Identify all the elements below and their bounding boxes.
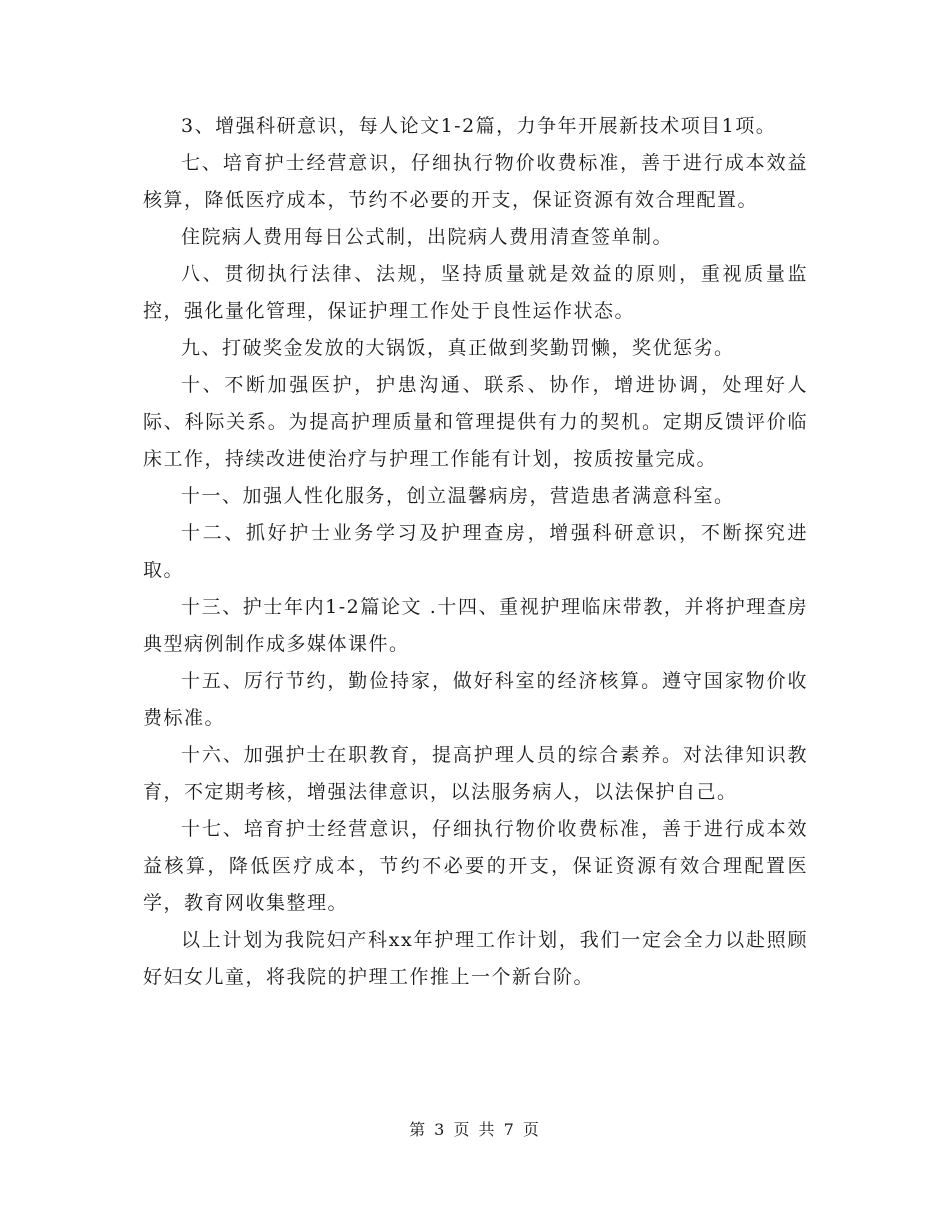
paragraph: 住院病人费用每日公式制，出院病人费用清查签单制。 xyxy=(181,226,674,248)
paragraph: 十二、抓好护士业务学习及护理查房，增强科研意识，不断探究进取。 xyxy=(143,522,808,581)
paragraph: 七、培育护士经营意识，仔细执行物价收费标准，善于进行成本效益核算，降低医疗成本，节约不必要的开支，保证资源有效合理配置。 xyxy=(143,152,808,211)
paragraph: 十五、厉行节约，勤俭持家，做好科室的经济核算。遵守国家物价收费标准。 xyxy=(143,670,808,729)
paragraph: 十六、加强护士在职教育，提高护理人员的综合素养。对法律知识教育，不定期考核，增强法律意识，以法服务病人，以法保护自己。 xyxy=(143,744,808,803)
paragraph: 十七、培育护士经营意识，仔细执行物价收费标准，善于进行成本效益核算，降低医疗成本，节约不必要的开支，保证资源有效合理配置医学，教育网收集整理。 xyxy=(143,818,808,914)
paragraph: 十三、护士年内1-2篇论文 .十四、重视护理临床带教，并将护理查房典型病例制作成多媒体课件。 xyxy=(143,596,808,655)
paragraph: 十一、加强人性化服务，创立温馨病房，营造患者满意科室。 xyxy=(181,485,735,507)
paragraph: 以上计划为我院妇产科xx年护理工作计划，我们一定会全力以赴照顾好妇女儿童，将我院的护理工作推上一个新台阶。 xyxy=(143,929,808,988)
paragraph: 九、打破奖金发放的大锅饭，真正做到奖勤罚懒，奖优惩劣。 xyxy=(181,337,735,359)
page-number-footer: 第 3 页 共 7 页 xyxy=(409,1120,541,1139)
paragraph: 八、贯彻执行法律、法规，坚持质量就是效益的原则，重视质量监控，强化量化管理，保证护理工作处于良性运作状态。 xyxy=(143,263,808,322)
paragraph: 十、不断加强医护，护患沟通、联系、协作，增进协调，处理好人际、科际关系。为提高护理质量和管理提供有力的契机。定期反馈评价临床工作，持续改进使治疗与护理工作能有计划，按质按量完成。 xyxy=(143,374,808,470)
document-body xyxy=(143,108,808,996)
paragraph: 3、增强科研意识，每人论文1-2篇，力争年开展新技术项目1项。 xyxy=(181,115,777,137)
